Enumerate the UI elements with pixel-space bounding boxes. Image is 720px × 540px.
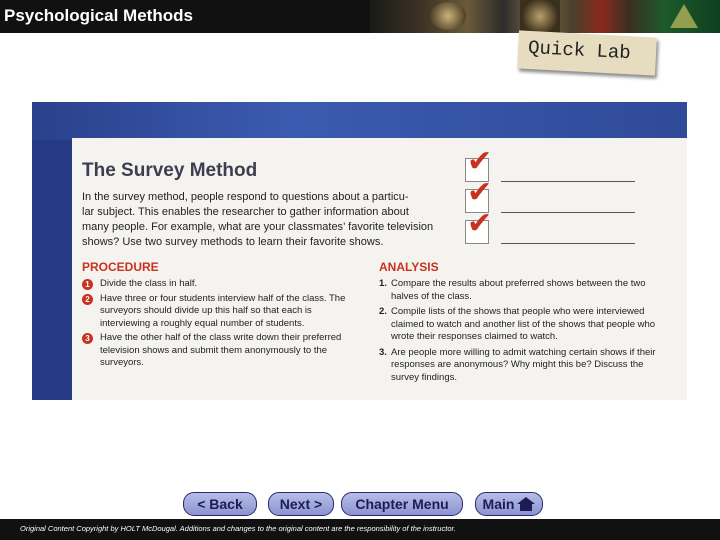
procedure-number-badge: 3 (82, 333, 93, 344)
copyright-text: Original Content Copyright by HOLT McDougal. Additions and changes to the original content are the responsibility of the instructor. (20, 524, 456, 533)
procedure-item (82, 332, 352, 370)
checklist-line (501, 181, 635, 182)
checklist-row (465, 206, 645, 246)
checklist-line (501, 212, 635, 213)
quick-lab-page (72, 138, 687, 400)
analysis-item (379, 347, 661, 385)
quick-lab-label: Quick Lab (527, 36, 632, 65)
intro-line: many people. For example, what are your classmates’ favorite television (82, 221, 434, 233)
collage-figure-image (520, 0, 560, 33)
chapter-menu-button[interactable]: Chapter Menu (341, 492, 463, 516)
checkmark-icon: ✔ (467, 144, 493, 179)
analysis-heading: ANALYSIS (379, 260, 439, 274)
intro-line: In the survey method, people respond to questions about a particu- (82, 191, 409, 203)
main-button-label: Main (482, 496, 515, 512)
home-icon (517, 497, 535, 511)
procedure-text: Divide the class in half. (100, 278, 198, 289)
footer-bar (0, 519, 720, 540)
analysis-item (379, 306, 661, 344)
next-button[interactable]: Next > (268, 492, 334, 516)
intro-line: lar subject. This enables the researcher to gather information about (82, 206, 409, 218)
analysis-number: 3. (379, 346, 387, 358)
checklist-graphic (465, 144, 645, 264)
analysis-item (379, 278, 661, 303)
procedure-item (82, 278, 352, 291)
procedure-text: Have the other half of the class write down their preferred television shows and submit them anonymously to the surveyors. (100, 332, 342, 368)
analysis-text: Compare the results about preferred shows between the two halves of the class. (391, 278, 646, 302)
procedure-list (82, 278, 352, 372)
analysis-number: 1. (379, 278, 387, 289)
analysis-number: 2. (379, 306, 387, 317)
procedure-item (82, 293, 352, 331)
panel-top-strip (32, 102, 687, 140)
checkmark-icon: ✔ (467, 175, 493, 210)
analysis-text: Compile lists of the shows that people who were interviewed claimed to watch and another list of the shows that people who wrote their responses claimed to watch. (391, 306, 656, 342)
main-button[interactable] (475, 492, 543, 516)
checklist-line (501, 243, 635, 244)
quick-lab-image (32, 102, 687, 400)
collage-star-image (670, 4, 698, 28)
collage-eye-image (430, 2, 466, 30)
header-bar (0, 0, 720, 33)
intro-line: shows? Use two survey methods to learn their favorite shows. (82, 236, 384, 248)
page-title: Psychological Methods (4, 6, 193, 25)
back-button[interactable]: < Back (183, 492, 257, 516)
analysis-text: Are people more willing to admit watching certain shows if their responses are anonymous? Why might this be? Discuss the survey findings. (391, 346, 656, 383)
procedure-number-badge: 2 (82, 294, 93, 305)
procedure-number-badge: 1 (82, 279, 93, 290)
survey-method-heading: The Survey Method (82, 160, 258, 181)
quick-lab-tag (517, 30, 657, 75)
header-collage-image (370, 0, 720, 33)
intro-text (82, 190, 454, 250)
analysis-list (379, 278, 661, 387)
procedure-heading: PROCEDURE (82, 260, 159, 274)
checkmark-icon: ✔ (467, 206, 493, 241)
procedure-text: Have three or four students interview half of the class. The surveyors should divide up this half so that each is interviewing a roughly equal number of students. (100, 292, 346, 329)
